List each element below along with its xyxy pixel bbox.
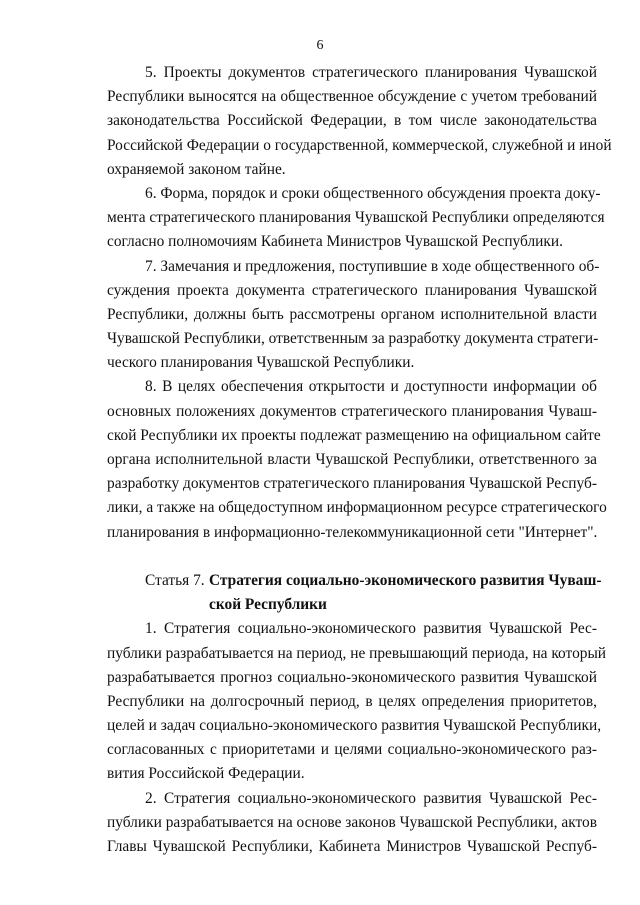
- paragraph-line: Российской Федерации о государственной, коммерческой, служебной и иной: [107, 136, 612, 154]
- paragraph-line: 8. В целях обеспечения открытости и доступности информации об: [145, 378, 597, 396]
- paragraph-line: суждения проекта документа стратегического планирования Чувашской: [107, 281, 597, 299]
- paragraph-line: 7. Замечания и предложения, поступившие в ходе общественного об-: [145, 257, 600, 275]
- paragraph-line: ской Республики их проекты подлежат размещению на официальном сайте: [107, 426, 601, 444]
- article-title-line: Стратегия социально-экономического развития Чуваш-: [209, 571, 602, 589]
- paragraphs-before: [107, 61, 612, 545]
- paragraph: [107, 787, 597, 860]
- paragraph-line: согласованных с приоритетами и целями социально-экономического раз-: [107, 741, 597, 759]
- paragraph-line: вития Российской Федерации.: [107, 765, 305, 783]
- article-title-line: ской Республики: [209, 596, 327, 614]
- paragraph-line: целей и задач социально-экономического развития Чувашской Республики,: [107, 717, 602, 735]
- paragraph-line: планирования в информационно-телекоммуникационной сети "Интернет".: [107, 523, 598, 541]
- paragraph-line: 6. Форма, порядок и сроки общественного обсуждения проекта доку-: [145, 184, 601, 202]
- paragraph-line: разработку документов стратегического планирования Чувашской Респуб-: [107, 475, 597, 493]
- paragraph-line: 1. Стратегия социально-экономического развития Чувашской Рес-: [145, 620, 597, 638]
- paragraph-line: органа исполнительной власти Чувашской Республики, ответственного за: [107, 451, 597, 468]
- paragraphs-after: [107, 617, 607, 859]
- paragraph-line: мента стратегического планирования Чувашской Республики определяются: [107, 209, 605, 227]
- article-heading: [107, 569, 602, 617]
- paragraph: [107, 617, 607, 786]
- paragraph: [107, 61, 612, 182]
- article-label: Статья 7.: [145, 571, 205, 589]
- paragraph: [107, 182, 605, 255]
- paragraph-line: Республики на долгосрочный период, в целях определения приоритетов,: [107, 692, 597, 710]
- article-title: [209, 569, 602, 617]
- paragraph-line: основных положениях документов стратегического планирования Чуваш-: [107, 402, 597, 420]
- paragraph-line: разрабатывается прогноз социально-экономического развития Чувашской: [107, 668, 597, 686]
- paragraph-line: лики, а также на общедоступном информационном ресурсе стратегического: [107, 499, 607, 517]
- paragraph-line: публики разрабатывается на основе законов Чувашской Республики, актов: [107, 813, 597, 831]
- document-body: [107, 61, 612, 859]
- section-gap: [107, 545, 597, 569]
- paragraph-line: 2. Стратегия социально-экономического развития Чувашской Рес-: [145, 789, 597, 807]
- paragraph-line: Республики выносятся на общественное обсуждение с учетом требований: [107, 88, 597, 106]
- paragraph-line: Республики, должны быть рассмотрены органом исполнительной власти: [107, 305, 597, 323]
- paragraph-line: Чувашской Республики, ответственным за разработку документа стратеги-: [107, 330, 599, 348]
- paragraph-line: Главы Чувашской Республики, Кабинета Министров Чувашской Респуб-: [107, 838, 597, 856]
- paragraph-line: 5. Проекты документов стратегического планирования Чувашской: [145, 64, 597, 81]
- paragraph-line: ческого планирования Чувашской Республики.: [107, 354, 415, 372]
- paragraph-line: публики разрабатывается на период, не превышающий периода, на который: [107, 644, 607, 662]
- paragraph-line: согласно полномочиям Кабинета Министров Чувашской Республики.: [107, 233, 563, 251]
- page-number: 6: [316, 38, 324, 53]
- paragraph-line: законодательства Российской Федерации, в том числе законодательства: [107, 112, 597, 130]
- paragraph: [107, 255, 600, 376]
- paragraph-line: охраняемой законом тайне.: [107, 160, 286, 178]
- paragraph: [107, 375, 607, 544]
